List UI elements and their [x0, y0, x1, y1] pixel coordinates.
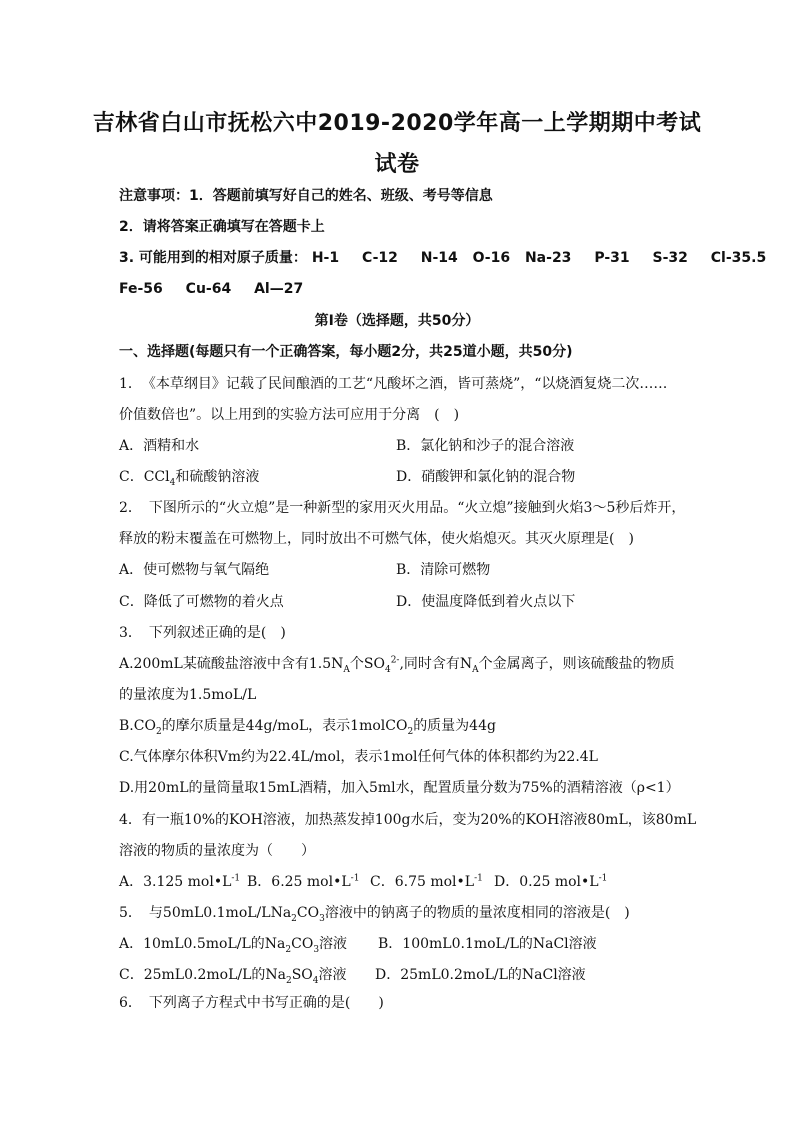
- mass-al: Al—27: [254, 281, 304, 297]
- q3-option-a-line2: 的量浓度为1.5moL/L: [119, 687, 257, 703]
- mass-na: Na-23: [524, 250, 572, 266]
- q2-option-c: C．降低了可燃物的着火点: [119, 594, 284, 610]
- q1-stem-line2: 价值数倍也”。以上用到的实验方法可应用于分离 ( ): [119, 407, 460, 423]
- q2-stem-line1: 2． 下图所示的“火立熄”是一种新型的家用灭火用品。“火立熄”接触到火焰3～5秒后炸开，: [119, 500, 686, 516]
- note-3-cont: [119, 280, 303, 298]
- q3-option-d: D.用20mL的量筒量取15mL酒精，加入5ml水，配置质量分数为75%的酒精溶液（ρ<1）: [119, 780, 680, 796]
- mass-s: S-32: [652, 250, 688, 266]
- q5-option-b: B．100mL0.1moL/L的NaCl溶液: [378, 936, 597, 952]
- note-1: 注意事项：1．答题前填写好自己的姓名、班级、考号等信息: [119, 188, 493, 204]
- q3-option-c: C.气体摩尔体积Vm约为22.4L/mol，表示1mol任何气体的体积都约为22.4L: [119, 749, 598, 765]
- q3-stem: 3． 下列叙述正确的是( ): [119, 625, 286, 641]
- q1-option-b: B．氯化钠和沙子的混合溶液: [396, 438, 575, 454]
- q6-stem: 6． 下列离子方程式中书写正确的是( ): [119, 995, 384, 1011]
- exam-title-line1: 吉林省白山市抚松六中2019-2020学年高一上学期期中考试: [92, 111, 702, 136]
- q5-stem: 5． 与$50mL0.1moL/LNa_2CO_3$溶液中的钠离子的物质的量浓度相同的溶液是( ): [119, 905, 630, 924]
- q4-stem-line2: 溶液的物质的量浓度为（ ）: [119, 843, 315, 859]
- q2-option-d: D．使温度降低到着火点以下: [396, 594, 576, 610]
- q4-option-a: A．3.125 $mol•L^{-1}$: [119, 873, 241, 890]
- mass-c: C-12: [361, 250, 398, 266]
- volume-title: 第Ⅰ卷（选择题，共50分）: [314, 313, 480, 329]
- mass-cu: Cu-64: [185, 281, 232, 297]
- mass-fe: Fe-56: [119, 281, 163, 297]
- q3-option-a-line1: A.200mL某硫酸盐溶液中含有$1.5N_A$个$SO_4^{2-}$,同时含有$N_A$个金属离子，则该硫酸盐的物质: [119, 655, 675, 675]
- q5-option-a: A．10mL0.5moL/L的$Na_2CO_3$溶液: [119, 936, 348, 955]
- q5-option-c: C．25mL0.2moL/L的$Na_2SO_4$溶液: [119, 967, 347, 986]
- q4-stem-line1: 4．有一瓶10%的KOH溶液，加热蒸发掉100g水后，变为20%的KOH溶液80mL，该80mL: [119, 812, 697, 828]
- note-3: [119, 249, 766, 267]
- q1-option-c: C．CCl$_4$和硫酸钠溶液: [119, 469, 260, 488]
- q3-option-b: $B.CO_2$的摩尔质量是44g/moL，表示1molCO$_2$的质量为44g: [119, 718, 496, 737]
- note-3-label: 3. 可能用到的相对原子质量：: [119, 250, 307, 266]
- part1-title: 一、选择题(每题只有一个正确答案，每小题2分，共25道小题，共50分): [119, 344, 573, 360]
- q1-stem-line1: 1． 《本草纲目》记载了民间酿酒的工艺“凡酸坏之酒，皆可蒸烧”，“以烧酒复烧二次……: [119, 376, 668, 392]
- q4-option-b: B．6.25 $mol•L^{-1}$: [247, 873, 360, 890]
- mass-h: H-1: [311, 250, 340, 266]
- q1-option-d: D．硝酸钾和氯化钠的混合物: [396, 469, 576, 485]
- q1-option-a: A．酒精和水: [119, 438, 200, 454]
- mass-o: O-16: [472, 250, 511, 266]
- mass-n: N-14: [420, 250, 458, 266]
- q2-stem-line2: 释放的粉末覆盖在可燃物上，同时放出不可燃气体，使火焰熄灭。其灭火原理是( ): [119, 531, 634, 547]
- mass-cl: Cl-35.5: [710, 250, 767, 266]
- mass-p: P-31: [594, 250, 630, 266]
- q5-option-d: D．25mL0.2moL/L的NaCl溶液: [375, 967, 586, 983]
- note-2: 2．请将答案正确填写在答题卡上: [119, 219, 325, 235]
- exam-title-line2: 试卷: [374, 152, 420, 177]
- q4-option-d: D．0.25 $mol•L^{-1}$: [494, 873, 608, 890]
- q2-option-a: A．使可燃物与氧气隔绝: [119, 562, 270, 578]
- q4-option-c: C．6.75 $mol•L^{-1}$: [370, 873, 483, 890]
- q2-option-b: B．清除可燃物: [396, 562, 491, 578]
